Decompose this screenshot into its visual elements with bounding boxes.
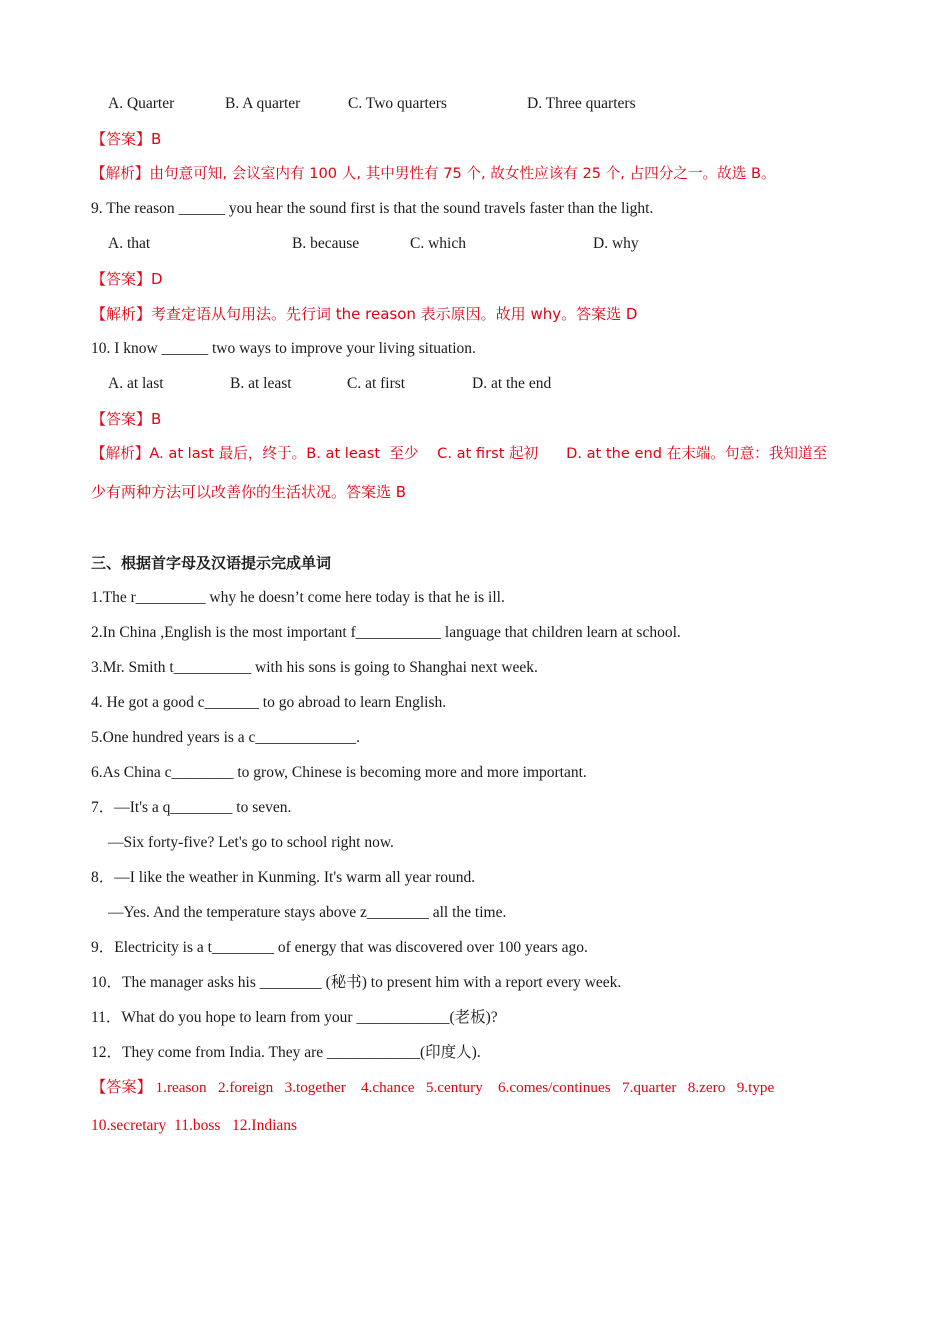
q9-option-b: B. because [292, 235, 360, 252]
list-item: 3.Mr. Smith t__________ with his sons is going to Shanghai next week. [91, 659, 538, 676]
q10-answer: 【答案】B [91, 410, 162, 428]
q8-option-b: B. A quarter [225, 95, 301, 112]
q8-option-a: A. Quarter [108, 95, 175, 112]
q8-answer: 【答案】B [91, 130, 162, 148]
list-item: 6.As China c________ to grow, Chinese is becoming more and more important. [91, 764, 587, 781]
section-answer-line-1: 【答案】 1.reason 2.foreign 3.together 4.chance 5.century 6.comes/continues 7.quarter 8.zero 9.type [91, 1079, 775, 1096]
q10-analysis-line-1: 【解析】A. at last 最后，终于。B. at least 至少 C. at first 起初 D. at the end 在末端。句意：我知道至 [91, 445, 828, 462]
q9-option-a: A. that [108, 235, 151, 252]
list-item: 12．They come from India. They are ____________(印度人). [91, 1044, 481, 1061]
q8-option-d: D. Three quarters [527, 95, 636, 112]
list-item: 10．The manager asks his ________ (秘书) to present him with a report every week. [91, 974, 622, 991]
list-item: 7．—It's a q________ to seven. [91, 799, 292, 816]
q10-option-a: A. at last [108, 375, 164, 392]
q10-option-b: B. at least [230, 375, 292, 392]
q8-analysis: 【解析】由句意可知, 会议室内有 100 人, 其中男性有 75 个, 故女性应该有 25 个, 占四分之一。故选 B。 [91, 165, 776, 182]
q9-answer: 【答案】D [91, 270, 163, 288]
q9-analysis: 【解析】考查定语从句用法。先行词 the reason 表示原因。故用 why。答案选 D [91, 305, 638, 323]
q10-stem: 10. I know ______ two ways to improve your living situation. [91, 340, 476, 357]
q9-option-d: D. why [593, 235, 639, 252]
section-answer-line-2: 10.secretary 11.boss 12.Indians [91, 1117, 298, 1134]
q9-stem: 9. The reason ______ you hear the sound first is that the sound travels faster than the light. [91, 200, 654, 217]
q10-option-c: C. at first [347, 375, 406, 392]
list-item: 9．Electricity is a t________ of energy that was discovered over 100 years ago. [91, 939, 588, 956]
q10-option-d: D. at the end [472, 375, 552, 392]
list-item: 4. He got a good c_______ to go abroad to learn English. [91, 694, 447, 711]
q10-analysis-line-2: 少有两种方法可以改善你的生活状况。答案选 B [91, 483, 407, 501]
list-item: 1.The r_________ why he doesn’t come here today is that he is ill. [91, 589, 505, 606]
section-heading: 三、根据首字母及汉语提示完成单词 [91, 554, 332, 572]
list-item: 11．What do you hope to learn from your ____________(老板)? [91, 1009, 498, 1026]
list-item: 5.One hundred years is a c_____________. [91, 729, 361, 746]
list-item: 2.In China ,English is the most important f___________ language that children learn at school. [91, 624, 681, 641]
list-item-reply: —Six forty-five? Let's go to school right now. [108, 834, 394, 851]
q8-option-c: C. Two quarters [348, 95, 447, 112]
list-item-reply: —Yes. And the temperature stays above z________ all the time. [108, 904, 507, 921]
list-item: 8．—I like the weather in Kunming. It's warm all year round. [91, 869, 476, 886]
q9-option-c: C. which [410, 235, 466, 252]
